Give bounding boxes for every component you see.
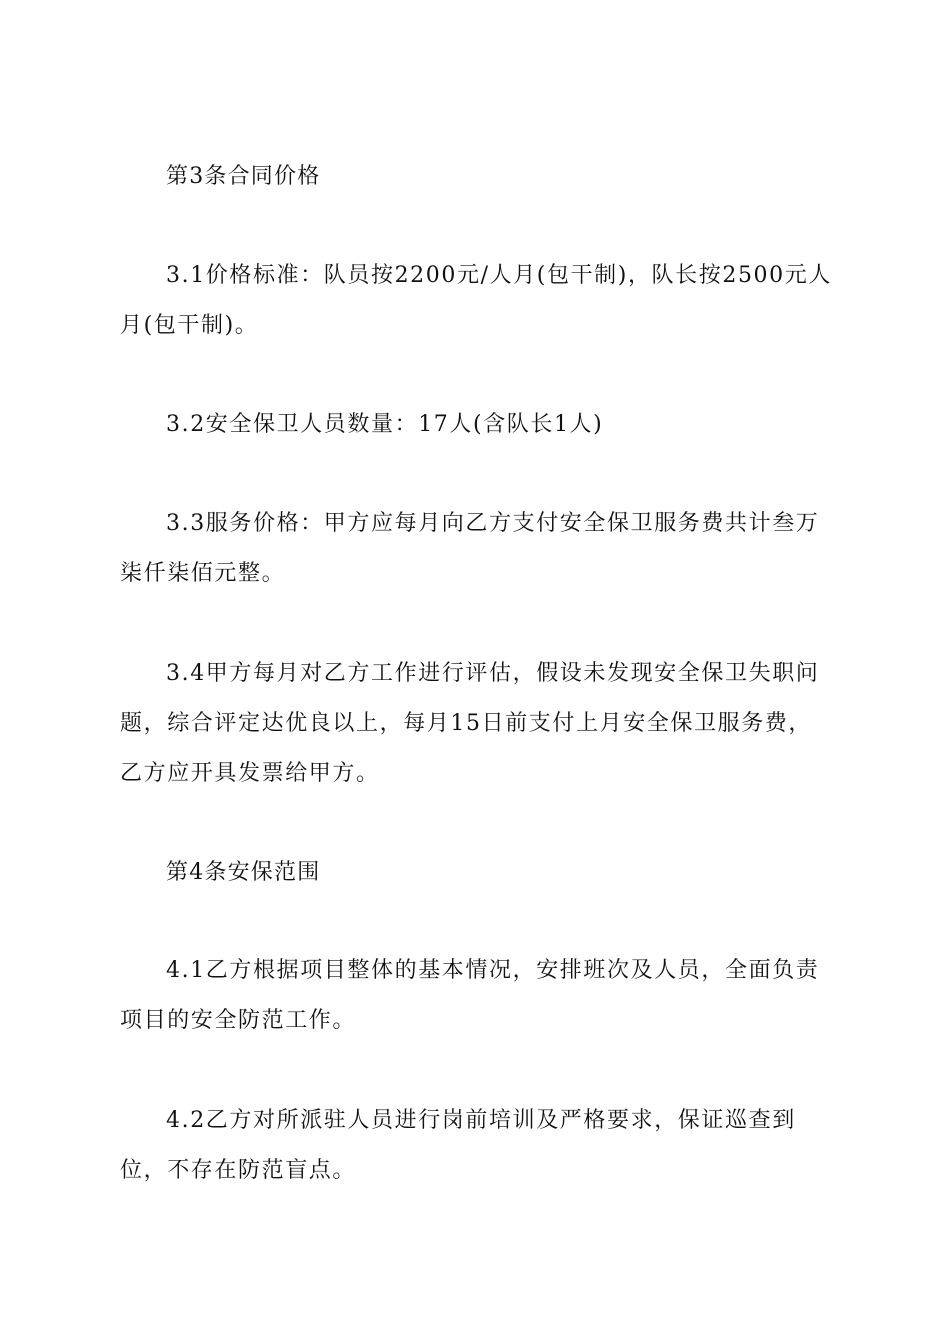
section-heading-contract-price: 第3条合同价格 — [166, 164, 321, 189]
clause-3-2-staff-count: 3.2安全保卫人员数量：17人(含队长1人) — [166, 412, 604, 437]
clause-4-2-training-patrol: 4.2乙方对所派驻人员进行岗前培训及严格要求，保证巡查到位，不存在防范盲点。 — [120, 1108, 796, 1183]
clause-3-1-price-standard: 3.1价格标准：队员按2200元/人月(包干制)，队长按2500元人月(包干制)。 — [120, 263, 832, 338]
clause-3-3-service-price: 3.3服务价格：甲方应每月向乙方支付安全保卫服务费共计叁万柒仟柒佰元整。 — [120, 511, 820, 586]
clause-3-4-evaluation-payment: 3.4甲方每月对乙方工作进行评估，假设未发现安全保卫失职问题，综合评定达优良以上，每月15日前支付上月安全保卫服务费，乙方应开具发票给甲方。 — [120, 661, 820, 786]
clause-4-1-shift-arrangement: 4.1乙方根据项目整体的基本情况，安排班次及人员，全面负责项目的安全防范工作。 — [120, 958, 820, 1033]
section-heading-security-scope: 第4条安保范围 — [166, 860, 321, 885]
